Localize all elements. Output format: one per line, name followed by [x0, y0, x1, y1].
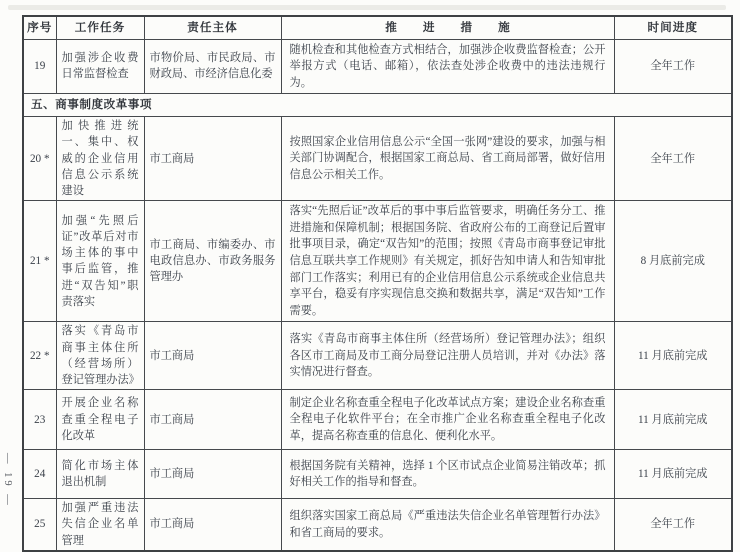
table-row [23, 322, 732, 390]
scan-artifact-band [8, 5, 726, 10]
col-header-responsible: 责任主体 [144, 16, 281, 39]
table-row [23, 117, 732, 201]
task-cell: 简化市场主体退出机制 [56, 450, 144, 499]
schedule-cell: 11 月底前完成 [614, 322, 732, 390]
responsible-cell: 市工商局 [144, 117, 281, 201]
responsible-cell: 市工商局 [144, 450, 281, 499]
table-row [23, 499, 732, 551]
task-cell: 加快推进统一、集中、权威的企业信用信息公示系统建设 [56, 117, 144, 201]
table-row [23, 450, 732, 499]
measures-cell: 制定企业名称查重全程电子化改革试点方案；建设企业名称查重全程电子化软件平台；在全市推广企业名称查重全程电子化改革，提高名称查重的信息化、便利化水平。 [281, 390, 614, 450]
table-header-row [23, 16, 732, 39]
measures-cell: 落实《青岛市商事主体住所（经营场所）登记管理办法》；组织各区市工商局及市工商分局登记注册人员培训，并对《办法》落实情况进行督查。 [281, 322, 614, 390]
section-header-row [23, 94, 732, 117]
table-row [23, 39, 732, 94]
task-cell: 加强“先照后证”改革后对市场主体的事中事后监管，推进“双告知”职责落实 [56, 201, 144, 322]
col-header-schedule: 时间进度 [614, 16, 732, 39]
serial-cell: 21 * [23, 201, 56, 322]
measures-cell: 落实“先照后证”改革后的事中事后监管要求，明确任务分工、推进措施和保障机制；根据国务院、省政府公布的工商登记后置审批事项目录，确定“双告知”的范围；按照《青岛市商事登记审批信息互联共享工作规则》有关规定，抓好告知申请人和告知审批部门工作落实；利用已有的企业信用信息公示系统或企业信息共享平台，稳妥有序实现信息交换和数据共享，满足“双告知”工作需要。 [281, 201, 614, 322]
task-cell: 落实《青岛市商事主体住所（经营场所）登记管理办法》 [56, 322, 144, 390]
responsible-cell: 市工商局 [144, 322, 281, 390]
col-header-task: 工作任务 [56, 16, 144, 39]
measures-cell: 按照国家企业信用信息公示“全国一张网”建设的要求，加强与相关部门协调配合，根据国家工商总局、省工商局部署，做好信用信息公示相关工作。 [281, 117, 614, 201]
schedule-cell: 全年工作 [614, 39, 732, 94]
serial-cell: 19 [23, 39, 56, 94]
table-row [23, 390, 732, 450]
schedule-cell: 全年工作 [614, 499, 732, 551]
measures-cell: 根据国务院有关精神，选择 1 个区市试点企业简易注销改革；抓好相关工作的指导和督查。 [281, 450, 614, 499]
serial-cell: 22 * [23, 322, 56, 390]
work-plan-table [22, 15, 733, 552]
task-cell: 加强涉企收费日常监督检查 [56, 39, 144, 94]
task-cell: 开展企业名称查重全程电子化改革 [56, 390, 144, 450]
responsible-cell: 市工商局 [144, 499, 281, 551]
responsible-cell: 市工商局、市编委办、市电政信息办、市政务服务管理办 [144, 201, 281, 322]
responsible-cell: 市物价局、市民政局、市财政局、市经济信息化委 [144, 39, 281, 94]
serial-cell: 25 [23, 499, 56, 551]
measures-cell: 随机检查和其他检查方式相结合，加强涉企收费监督检查；公开举报方式（电话、邮箱），依法查处涉企收费中的违法违规行为。 [281, 39, 614, 94]
schedule-cell: 8 月底前完成 [614, 201, 732, 322]
col-header-measures: 推进措施 [281, 16, 614, 39]
schedule-cell: 11 月底前完成 [614, 390, 732, 450]
table-row [23, 201, 732, 322]
schedule-cell: 全年工作 [614, 117, 732, 201]
measures-cell: 组织落实国家工商总局《严重违法失信企业名单管理暂行办法》和省工商局的要求。 [281, 499, 614, 551]
task-cell: 加强严重违法失信企业名单管理 [56, 499, 144, 551]
page-number: — 19 — [2, 452, 13, 508]
col-header-serial: 序号 [23, 16, 56, 39]
responsible-cell: 市工商局 [144, 390, 281, 450]
serial-cell: 23 [23, 390, 56, 450]
serial-cell: 24 [23, 450, 56, 499]
section-header-label: 五、商事制度改革事项 [23, 94, 732, 117]
schedule-cell: 11 月底前完成 [614, 450, 732, 499]
serial-cell: 20 * [23, 117, 56, 201]
